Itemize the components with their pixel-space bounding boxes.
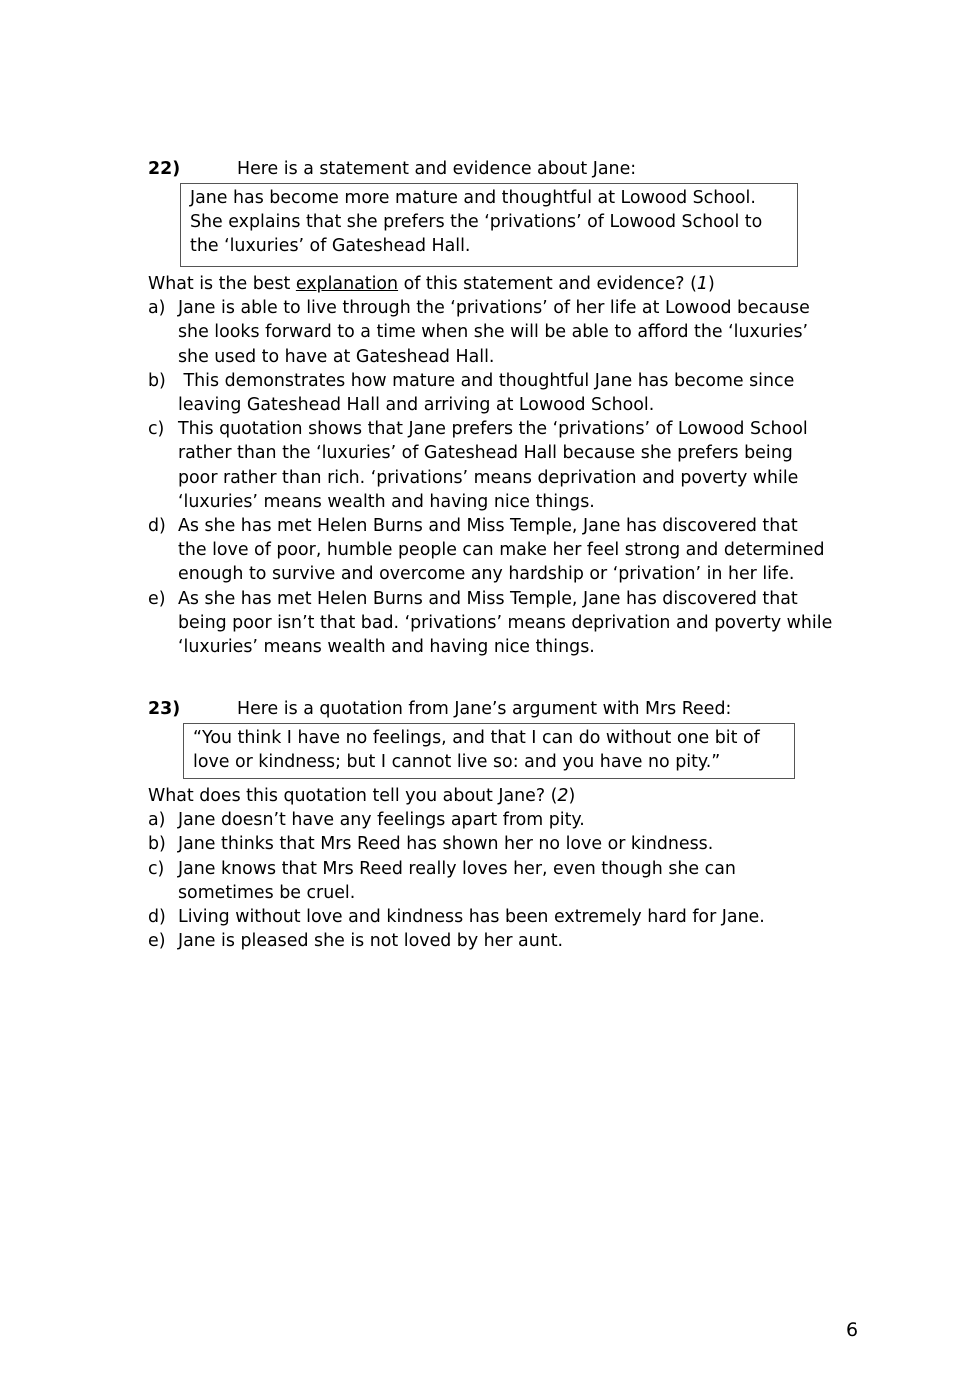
option-letter: d) <box>148 907 166 928</box>
question-header <box>148 697 868 721</box>
option-letter: e) <box>148 588 166 609</box>
option-line: This demonstrates how mature and thoughtful Jane has become since <box>178 370 795 391</box>
option-line: As she has met Helen Burns and Miss Temple, Jane has discovered that <box>178 588 798 609</box>
options-list <box>148 808 868 953</box>
question-23 <box>148 697 868 953</box>
option-text <box>178 514 868 587</box>
option-text <box>178 929 868 953</box>
prompt-text: ) <box>568 786 576 806</box>
mark-value: 1 <box>696 274 708 294</box>
quotation-box <box>183 723 795 779</box>
option-line: leaving Gateshead Hall and arriving at Lowood School. <box>178 395 655 416</box>
option-line: being poor isn’t that bad. ‘privations’ means deprivation and poverty while <box>178 612 833 633</box>
option-line: she looks forward to a time when she will be able to afford the ‘luxuries’ <box>178 322 809 343</box>
option-a <box>148 808 868 832</box>
option-line: poor rather than rich. ‘privations’ means deprivation and poverty while <box>178 467 799 488</box>
question-22 <box>148 157 868 659</box>
question-prompt <box>148 784 868 808</box>
option-e <box>148 929 868 953</box>
question-prompt <box>148 272 868 296</box>
option-c <box>148 417 868 514</box>
option-d <box>148 514 868 587</box>
option-text <box>178 587 868 660</box>
option-line: ‘luxuries’ means wealth and having nice things. <box>178 637 595 658</box>
option-line: the love of poor, humble people can make her feel strong and determined <box>178 540 825 561</box>
option-text <box>178 905 868 929</box>
option-line: This quotation shows that Jane prefers the ‘privations’ of Lowood School <box>178 419 808 440</box>
option-b <box>148 369 868 417</box>
mark-value: 2 <box>557 786 569 806</box>
option-c <box>148 857 868 905</box>
option-line: ‘luxuries’ means wealth and having nice things. <box>178 491 595 512</box>
option-letter: e) <box>148 931 166 952</box>
option-text <box>178 832 868 856</box>
quotation-line: love or kindness; but I cannot live so: and you have no pity.” <box>193 752 721 773</box>
option-text <box>178 296 868 369</box>
option-letter: a) <box>148 298 166 319</box>
option-letter: c) <box>148 858 165 879</box>
question-header <box>148 157 868 181</box>
option-text <box>178 417 868 514</box>
option-b <box>148 832 868 856</box>
option-line: Jane is pleased she is not loved by her aunt. <box>178 931 564 952</box>
option-line: Jane knows that Mrs Reed really loves her, even though she can <box>178 858 736 879</box>
option-letter: d) <box>148 516 166 537</box>
option-a <box>148 296 868 369</box>
page-number: 6 <box>846 1319 859 1341</box>
question-number: 23) <box>148 699 181 719</box>
option-e <box>148 587 868 660</box>
option-line: Jane is able to live through the ‘privations’ of her life at Lowood because <box>178 298 810 319</box>
prompt-text: ) <box>707 274 715 294</box>
option-line: rather than the ‘luxuries’ of Gateshead Hall because she prefers being <box>178 443 793 464</box>
option-d <box>148 905 868 929</box>
statement-box <box>180 183 798 267</box>
statement-line: the ‘luxuries’ of Gateshead Hall. <box>190 236 471 257</box>
prompt-underlined-word: explanation <box>295 274 399 294</box>
question-intro: Here is a statement and evidence about Jane: <box>237 159 637 179</box>
prompt-text: of this statement and evidence? ( <box>398 274 697 294</box>
question-number: 22) <box>148 159 181 179</box>
option-letter: c) <box>148 419 165 440</box>
option-text <box>178 857 868 905</box>
question-intro: Here is a quotation from Jane’s argument with Mrs Reed: <box>237 699 732 719</box>
option-line: she used to have at Gateshead Hall. <box>178 346 495 367</box>
option-letter: b) <box>148 370 166 391</box>
option-line: Jane doesn’t have any feelings apart from pity. <box>178 810 585 831</box>
prompt-text: What is the best <box>148 274 296 294</box>
option-text <box>178 808 868 832</box>
option-text <box>178 369 868 417</box>
quotation-line: “You think I have no feelings, and that I can do without one bit of <box>193 728 760 748</box>
option-line: Living without love and kindness has been extremely hard for Jane. <box>178 907 765 928</box>
option-line: enough to survive and overcome any hardship or ‘privation’ in her life. <box>178 564 795 585</box>
options-list <box>148 296 868 659</box>
option-line: sometimes be cruel. <box>178 882 356 903</box>
option-letter: a) <box>148 810 166 831</box>
prompt-text: What does this quotation tell you about Jane? ( <box>148 786 558 806</box>
option-line: Jane thinks that Mrs Reed has shown her no love or kindness. <box>178 834 714 855</box>
option-letter: b) <box>148 834 166 855</box>
statement-line: Jane has become more mature and thoughtful at Lowood School. <box>190 188 756 208</box>
statement-line: She explains that she prefers the ‘privations’ of Lowood School to <box>190 212 763 233</box>
option-line: As she has met Helen Burns and Miss Temple, Jane has discovered that <box>178 516 798 537</box>
